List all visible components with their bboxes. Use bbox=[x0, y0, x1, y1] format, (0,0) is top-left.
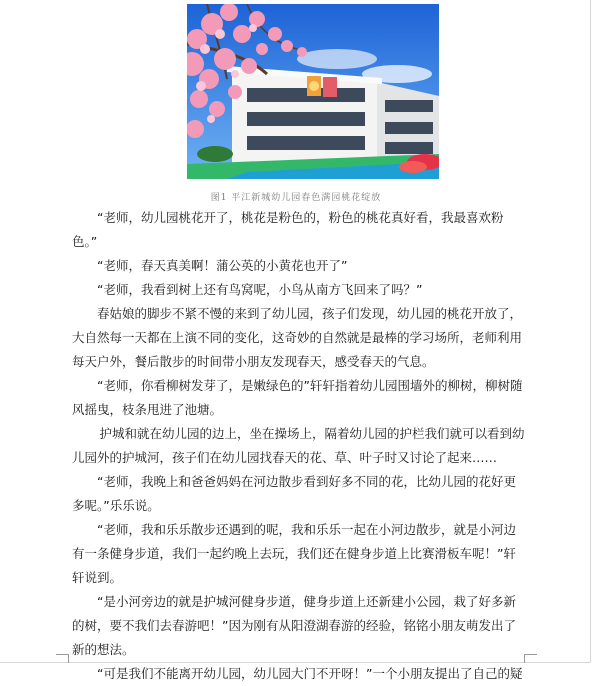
paragraph: 春姑娘的脚步不紧不慢的来到了幼儿园，孩子们发现，幼儿园的桃花开放了，大自然每一天都在上演不同的变化，这奇妙的自然就是最棒的学习场所，老师利用每天户外，餐后散步的时间带小朋友发现春天，感受春天的气息。 bbox=[72, 306, 523, 369]
figure-image bbox=[187, 4, 439, 179]
page-corner-mark-right bbox=[524, 654, 537, 663]
page-corner-mark-left bbox=[56, 654, 69, 663]
article-body bbox=[72, 206, 526, 686]
paragraph: “老师，我看到树上还有鸟窝呢，小鸟从南方飞回来了吗？” bbox=[97, 282, 423, 297]
paragraph: “老师，你看柳树发芽了，是嫩绿色的”轩轩指着幼儿园围墙外的柳树，柳树随风摇曳，枝条甩进了池塘。 bbox=[72, 378, 523, 417]
paragraph: “老师，我和乐乐散步还遇到的呢，我和乐乐一起在小河边散步，就是小河边有一条健身步道，我们一起约晚上去玩，我们还在健身步道上比赛滑板车呢！”轩轩说到。 bbox=[72, 522, 516, 585]
paragraph: “可是我们不能离开幼儿园，幼儿园大门不开呀！”一个小朋友提出了自己的疑 bbox=[97, 666, 523, 681]
blossom-photo-image bbox=[187, 4, 439, 179]
paragraph: 护城和就在幼儿园的边上，坐在操场上，隔着幼儿园的护栏我们就可以看到幼儿园外的护城河，孩子们在幼儿园找春天的花、草、叶子时又讨论了起来…… bbox=[72, 426, 525, 465]
paragraph: “老师，春天真美啊！蒲公英的小黄花也开了” bbox=[97, 258, 348, 273]
figure-caption: 图1 平江新城幼儿园春色满园桃花绽放 bbox=[210, 193, 382, 203]
paragraph: “是小河旁边的就是护城河健身步道，健身步道上还新建小公园，栽了好多新的树，要不我们去春游吧！”因为刚有从阳澄湖春游的经验，铭铭小朋友萌发出了新的想法。 bbox=[72, 594, 516, 657]
paragraph: “老师，我晚上和爸爸妈妈在河边散步看到好多不同的花，比幼儿园的花好更多呢。”乐乐说。 bbox=[72, 474, 516, 513]
paragraph: “老师，幼儿园桃花开了，桃花是粉色的，粉色的桃花真好看，我最喜欢粉色。” bbox=[72, 210, 504, 249]
